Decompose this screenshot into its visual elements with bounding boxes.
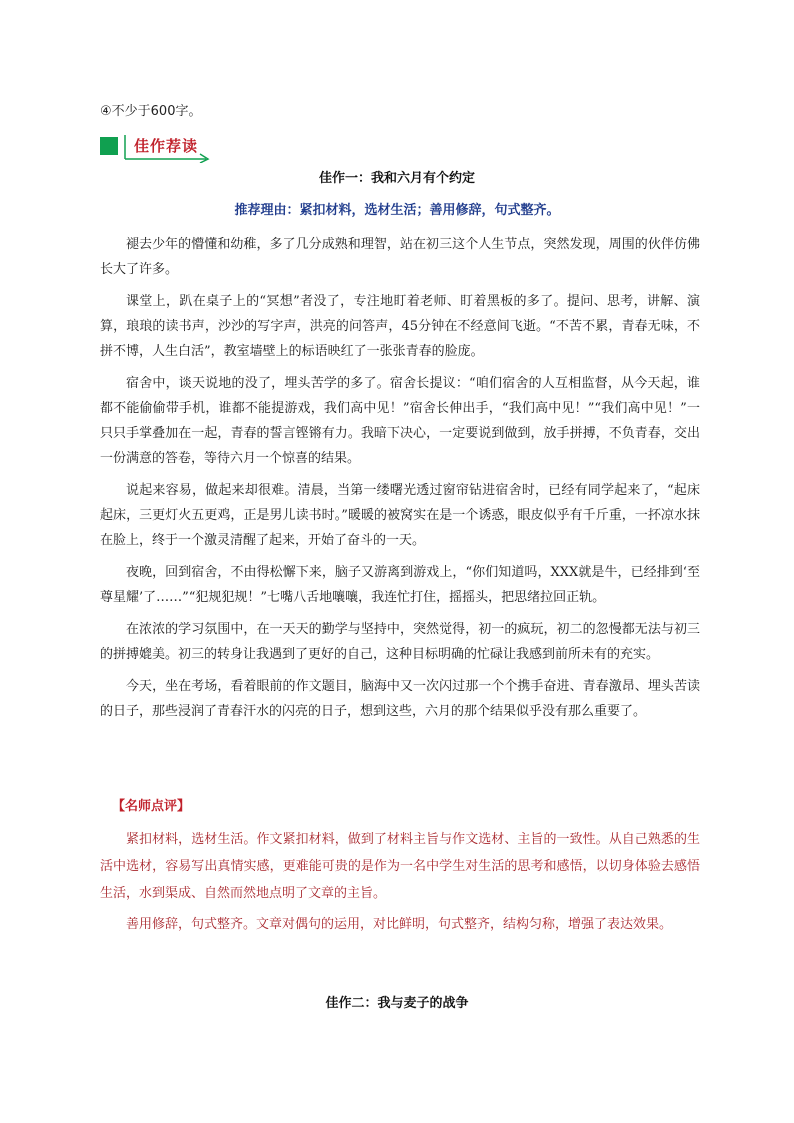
essay1-paragraph: 说起来容易，做起来却很难。清晨，当第一缕曙光透过窗帘钻进宿舍时，已经有同学起来了，“起床起床，三更灯火五更鸡，正是男儿读书时。”暖暖的被窝实在是一个诱惑，眼皮似乎有千斤重，一抔凉水抹在脸上，终于一个激灵清醒了起来，开始了奋斗的一天。 <box>100 483 700 548</box>
comment-paragraph: 善用修辞，句式整齐。文章对偶句的运用，对比鲜明，句式整齐，结构匀称，增强了表达效果。 <box>126 917 673 932</box>
green-square-icon <box>100 137 118 155</box>
essay1-paragraph: 在浓浓的学习氛围中，在一天天的勤学与坚持中，突然觉得，初一的疯玩，初二的忽慢都无法与初三的拼搏媲美。初三的转身让我遇到了更好的自己，这种目标明确的忙碌让我感到前所未有的充实。 <box>100 622 700 662</box>
essay1-paragraph: 褪去少年的懵懂和幼稚，多了几分成熟和理智，站在初三这个人生节点，突然发现，周围的伙伴仿佛长大了许多。 <box>100 237 700 277</box>
essay1-paragraph: 课堂上，趴在桌子上的“冥想”者没了，专注地盯着老师、盯着黑板的多了。提问、思考，讲解、演算，琅琅的读书声，沙沙的写字声，洪亮的问答声，45分钟在不经意间飞逝。“不苦不累，青春无味，不拼不博，人生白活”，教室墙壁上的标语映红了一张张青春的脸庞。 <box>100 294 700 359</box>
section-label: 佳作荐读 <box>134 137 199 155</box>
essay1-paragraph: 宿舍中，谈天说地的没了，埋头苦学的多了。宿舍长提议：“咱们宿舍的人互相监督，从今天起，谁都不能偷偷带手机，谁都不能提游戏，我们高中见！”宿舍长伸出手，“我们高中见！”“我们高中见！”一只只手掌叠加在一起，青春的誓言铿锵有力。我暗下决心，一定要说到做到，放手拼搏，不负青春，交出一份满意的答卷，等待六月一个惊喜的结果。 <box>100 376 700 466</box>
teacher-comment-heading: 【名师点评】 <box>112 799 191 814</box>
essay1-reason: 推荐理由：紧扣材料，选材生活；善用修辞，句式整齐。 <box>234 203 560 218</box>
essay1-body <box>100 232 700 731</box>
essay1-paragraph: 今天，坐在考场，看着眼前的作文题目，脑海中又一次闪过那一个个携手奋进、青春激昂、埋头苦读的日子，那些浸润了青春汗水的闪亮的日子，想到这些，六月的那个结果似乎没有那么重要了。 <box>100 679 700 719</box>
requirement-item: ④不少于600字。 <box>100 104 202 119</box>
teacher-comment-body <box>100 826 700 942</box>
section-header <box>100 133 212 163</box>
comment-paragraph: 紧扣材料，选材生活。作文紧扣材料，做到了材料主旨与作文选材、主旨的一致性。从自己熟悉的生活中选材，容易写出真情实感，更难能可贵的是作为一名中学生对生活的思考和感悟，以切身体验去感悟生活，水到渠成、自然而然地点明了文章的主旨。 <box>100 832 700 901</box>
essay2-title: 佳作二：我与麦子的战争 <box>325 996 469 1011</box>
essay1-paragraph: 夜晚，回到宿舍，不由得松懈下来，脑子又游离到游戏上，“你们知道吗，XXX就是牛，已经排到‘至尊星耀’了……”“犯规犯规！”七嘴八舌地嚷嚷，我连忙打住，摇摇头，把思绪拉回正轨。 <box>100 565 700 605</box>
essay1-title: 佳作一：我和六月有个约定 <box>318 171 475 186</box>
